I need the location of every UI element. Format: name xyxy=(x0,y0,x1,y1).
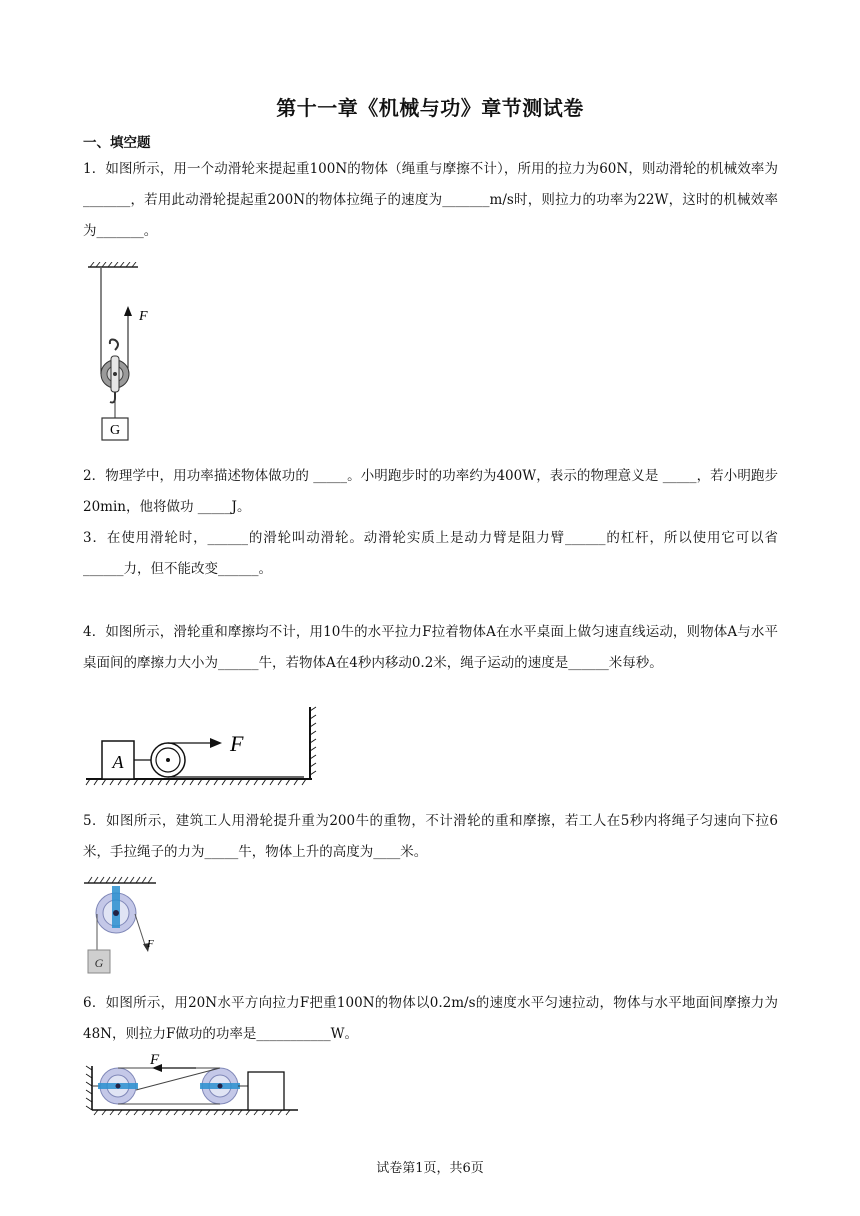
force-label: F xyxy=(139,309,148,324)
force-label: F xyxy=(147,938,154,950)
figure-pulley-block xyxy=(84,1052,304,1116)
figure-movable-pulley xyxy=(84,262,164,444)
block-label: A xyxy=(112,752,124,772)
question-3: 3．在使用滑轮时，______的滑轮叫动滑轮。动滑轮实质上是动力臂是阻力臂______的杠杆，所以使用它可以省______力，但不能改变______。 xyxy=(83,530,778,577)
question-6: 6．如图所示，用20N水平方向拉力F把重100N的物体以0.2m/s的速度水平匀速拉动，物体与水平地面间摩擦力为48N，则拉力F做功的功率是___________W。 xyxy=(83,995,778,1042)
section-heading: 一、填空题 xyxy=(83,135,151,151)
force-label: F xyxy=(150,1052,160,1068)
figure-fixed-pulley xyxy=(84,876,164,978)
force-label: F xyxy=(230,731,244,756)
weight-label: G xyxy=(109,423,121,438)
question-2: 2．物理学中，用功率描述物体做功的 _____。小明跑步时的功率约为400W，表示的物理意义是 _____，若小明跑步20min，他将做功 _____J。 xyxy=(83,468,778,515)
question-4: 4．如图所示，滑轮重和摩擦均不计，用10牛的水平拉力F拉着物体A在水平桌面上做匀速直线运动，则物体A与水平桌面间的摩擦力大小为______牛，若物体A在4秒内移动0.2米，绳子运动的速度是______米每秒。 xyxy=(83,624,778,671)
figure-horizontal-pulley xyxy=(84,703,324,793)
page-title: 第十一章《机械与功》章节测试卷 xyxy=(276,96,584,120)
page-footer: 试卷第1页，共6页 xyxy=(376,1161,484,1176)
question-5: 5．如图所示，建筑工人用滑轮提升重为200牛的重物，不计滑轮的重和摩擦，若工人在5秒内将绳子匀速向下拉6米，手拉绳子的力为_____牛，物体上升的高度为____米。 xyxy=(83,813,778,860)
question-1: 1．如图所示，用一个动滑轮来提起重100N的物体（绳重与摩擦不计），所用的拉力为60N，则动滑轮的机械效率为_______，若用此动滑轮提起重200N的物体拉绳子的速度为_______m/s时，则拉力的功率为22W，这时的机械效率为_______。 xyxy=(83,161,778,239)
weight-label: G xyxy=(94,956,104,970)
